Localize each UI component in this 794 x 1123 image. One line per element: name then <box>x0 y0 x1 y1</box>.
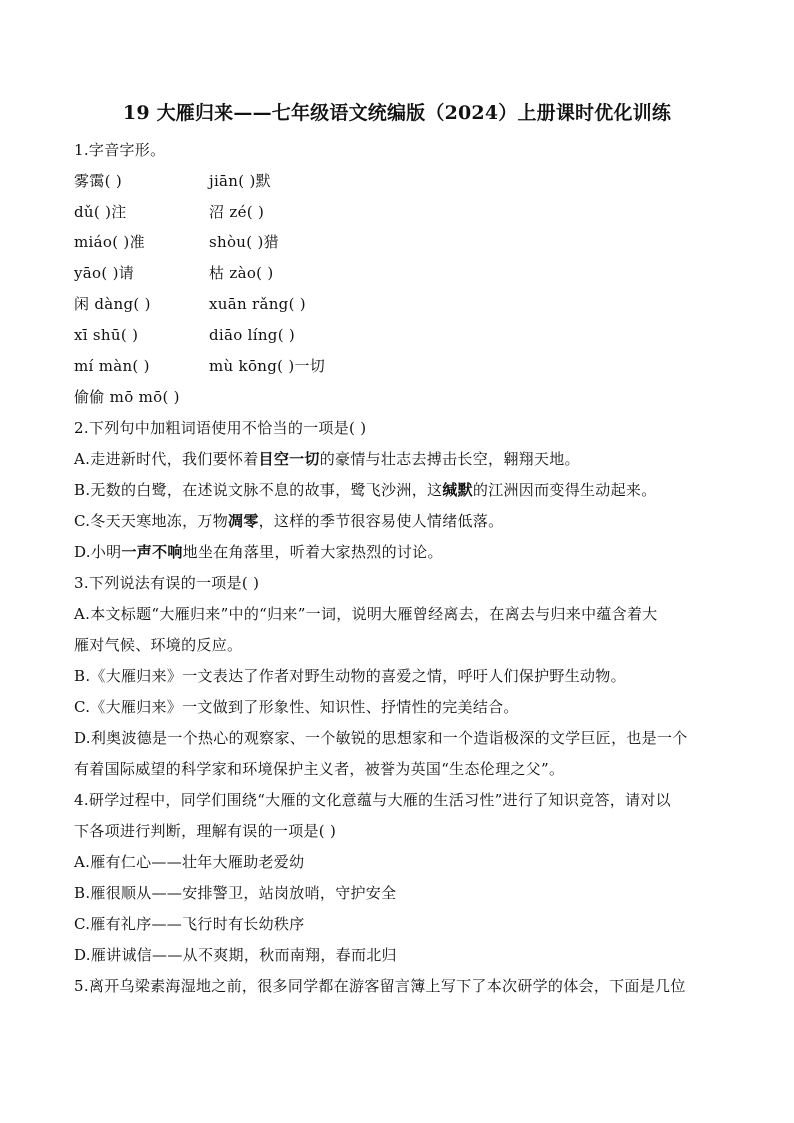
option-text: B.无数的白鹭，在述说文脉不息的故事，鹭飞沙洲，这 <box>74 481 443 499</box>
option-text: 地坐在角落里，听着大家热烈的讨论。 <box>182 543 443 561</box>
q1-item-right: shòu( )猎 <box>209 233 279 251</box>
q1-item-left: yāo( )请 <box>74 264 135 282</box>
q1-item-right: diāo líng( ) <box>209 326 296 344</box>
q2-option-a <box>74 449 580 469</box>
q2-option-b <box>74 480 657 500</box>
q1-row-2 <box>74 202 127 222</box>
q3-option-a-line1: A.本文标题“大雁归来”中的“归来”一词，说明大雁曾经离去，在离去与归来中蕴含着大 <box>74 605 658 623</box>
q3-option-d-line1: D.利奥波德是一个热心的观察家、一个敏锐的思想家和一个造诣极深的文学巨匠，也是一个 <box>74 729 688 747</box>
bold-term: 目空一切 <box>258 450 320 468</box>
q1-row-8 <box>74 387 180 407</box>
q1-item-right: 沼 zé( ) <box>209 203 265 221</box>
q1-item-right: jiān( )默 <box>209 172 271 190</box>
q2-stem: 2.下列句中加粗词语使用不恰当的一项是( ) <box>74 419 367 437</box>
q4-stem-line1: 4.研学过程中，同学们围绕“大雁的文化意蕴与大雁的生活习性”进行了知识竞答，请对以 <box>74 791 671 809</box>
q3-stem: 3.下列说法有误的一项是( ) <box>74 574 260 592</box>
q1-item-left: 闲 dàng( ) <box>74 295 151 313</box>
option-text: A.走进新时代，我们要怀着 <box>74 450 259 468</box>
q4-option-b: B.雁很顺从——安排警卫，站岗放哨，守护安全 <box>74 884 397 902</box>
q1-item-right: mù kōng( )一切 <box>209 357 326 375</box>
bold-term: 一声不响 <box>121 543 183 561</box>
q2-option-d <box>74 542 443 562</box>
option-text: ，这样的季节很容易使人情绪低落。 <box>258 512 504 530</box>
q3-option-b: B.《大雁归来》一文表达了作者对野生动物的喜爱之情，呼吁人们保护野生动物。 <box>74 667 626 685</box>
q4-stem-line2: 下各项进行判断，理解有误的一项是( ) <box>74 822 337 840</box>
q1-row-3 <box>74 232 145 252</box>
q1-item-left: dǔ( )注 <box>74 203 127 221</box>
q4-option-d: D.雁讲诚信——从不爽期，秋而南翔，春而北归 <box>74 946 397 964</box>
option-text: 的豪情与壮志去搏击长空，翱翔天地。 <box>319 450 580 468</box>
q3-option-d-line2: 有着国际威望的科学家和环境保护主义者，被誉为英国“生态伦理之父”。 <box>74 760 565 778</box>
q5-stem-line1: 5.离开乌梁素海湿地之前，很多同学都在游客留言簿上写下了本次研学的体会，下面是几位 <box>74 977 686 995</box>
q1-item-left: xī shū( ) <box>74 326 139 344</box>
q1-row-1 <box>74 171 122 191</box>
option-text: D.小明 <box>74 543 122 561</box>
page-title: 19 大雁归来——七年级语文统编版（2024）上册课时优化训练 <box>122 102 672 124</box>
q1-row-4 <box>74 263 134 283</box>
q1-item-left: miáo( )准 <box>74 233 145 251</box>
bold-term: 缄默 <box>442 481 473 499</box>
q1-item-left: mí màn( ) <box>74 357 150 375</box>
option-text: 的江洲因而变得生动起来。 <box>472 481 657 499</box>
q1-item-right: 枯 zào( ) <box>209 264 274 282</box>
q3-option-a-line2: 雁对气候、环境的反应。 <box>74 636 243 654</box>
bold-term: 凋零 <box>228 512 259 530</box>
q1-item-left: 雾霭( ) <box>74 172 122 190</box>
q1-stem: 1.字音字形。 <box>74 141 166 159</box>
q1-row-6 <box>74 325 138 345</box>
q2-option-c <box>74 511 503 531</box>
q1-row-7 <box>74 356 150 376</box>
q4-option-c: C.雁有礼序——飞行时有长幼秩序 <box>74 915 305 933</box>
q4-option-a: A.雁有仁心——壮年大雁助老爱幼 <box>74 853 305 871</box>
q1-item-right: xuān rǎng( ) <box>209 295 306 313</box>
q1-item-left: 偷偷 mō mō( ) <box>74 388 180 406</box>
q3-option-c: C.《大雁归来》一文做到了形象性、知识性、抒情性的完美结合。 <box>74 698 519 716</box>
option-text: C.冬天天寒地冻，万物 <box>74 512 229 530</box>
q1-row-5 <box>74 294 151 314</box>
